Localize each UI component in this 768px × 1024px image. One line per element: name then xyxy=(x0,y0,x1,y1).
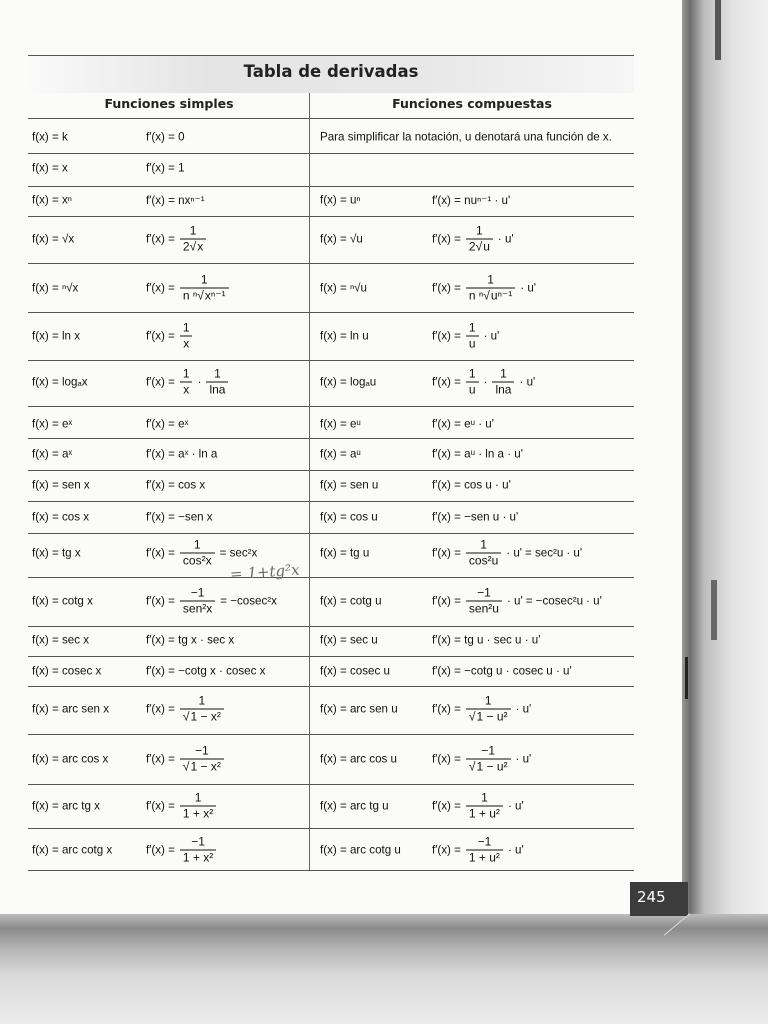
row-rule xyxy=(28,470,634,471)
row-rule xyxy=(28,263,634,264)
simple-function: f(x) = sec x xyxy=(32,633,90,647)
simple-function: f(x) = aˣ xyxy=(32,447,73,461)
column-header-composite: Funciones compuestas xyxy=(392,96,552,111)
composite-function: f(x) = eᵘ xyxy=(320,417,361,431)
simple-function: f(x) = x xyxy=(32,161,68,175)
simple-derivative: f′(x) = −cotg x · cosec x xyxy=(146,664,266,678)
composite-derivative: f′(x) = −cotg u · cosec u · u' xyxy=(432,664,572,678)
simple-derivative: f′(x) = $\frac{1}{x}$ xyxy=(146,322,195,351)
composite-function: f(x) = aᵘ xyxy=(320,447,361,461)
composite-derivative: f′(x) = $\frac{-1}{\text{1 + u²}}$ · u' xyxy=(432,834,524,865)
top-rule xyxy=(28,55,634,56)
simple-derivative: f′(x) = −sen x xyxy=(146,510,213,524)
notation-note: Para simplificar la notación, u denotará una función de x. xyxy=(320,130,612,144)
composite-derivative: f′(x) = $\frac{1}{\text{√1 − u²}}$ · u' xyxy=(432,693,532,724)
composite-function: f(x) = arc sen u xyxy=(320,702,398,716)
column-divider xyxy=(309,93,310,870)
row-rule xyxy=(28,216,634,217)
composite-function: f(x) = sec u xyxy=(320,633,378,647)
composite-function: f(x) = arc cos u xyxy=(320,752,397,766)
composite-derivative: f′(x) = nuⁿ⁻¹ · u' xyxy=(432,194,511,207)
simple-function: f(x) = k xyxy=(32,130,68,144)
row-rule xyxy=(28,828,634,829)
row-rule xyxy=(28,656,634,657)
row-rule xyxy=(28,533,634,534)
row-rule xyxy=(28,501,634,502)
simple-function: f(x) = cos x xyxy=(32,510,90,524)
row-rule xyxy=(28,438,634,439)
composite-function: f(x) = ln u xyxy=(320,329,369,343)
composite-derivative: f′(x) = $\frac{1}{\text{1 + u²}}$ · u' xyxy=(432,790,524,821)
composite-function: f(x) = √u xyxy=(320,232,363,246)
composite-derivative: f′(x) = $\frac{1}{2√u}$ · u' xyxy=(432,223,514,254)
composite-derivative: f′(x) = $\frac{1}{u}$ · u' xyxy=(432,320,500,351)
row-rule xyxy=(28,312,634,313)
row-rule xyxy=(28,784,634,785)
composite-derivative: f′(x) = tg u · sec u · u' xyxy=(432,633,541,647)
page-number xyxy=(630,882,688,916)
composite-derivative: f′(x) = −sen u · u' xyxy=(432,510,519,524)
composite-derivative: f′(x) = aᵘ · ln a · u' xyxy=(432,447,523,461)
composite-function: f(x) = arc tg u xyxy=(320,799,389,813)
row-rule xyxy=(28,626,634,627)
simple-function: f(x) = tg x xyxy=(32,546,81,560)
simple-function: f(x) = arc tg x xyxy=(32,799,100,813)
page-number-text: 245 xyxy=(637,888,666,906)
page-title: Tabla de derivadas xyxy=(243,62,419,81)
simple-function: f(x) = arc cos x xyxy=(32,752,109,766)
row-rule xyxy=(28,186,634,187)
simple-function: f(x) = arc sen x xyxy=(32,702,109,716)
composite-derivative: f′(x) = $\frac{1}{\text{cos²u}}$ · u' = sec²u · u' xyxy=(432,537,583,568)
composite-function: f(x) = uⁿ xyxy=(320,193,361,207)
simple-derivative: f′(x) = eˣ xyxy=(146,417,189,431)
simple-function: f(x) = √x xyxy=(32,232,75,246)
simple-function: f(x) = sen x xyxy=(32,478,90,492)
simple-derivative: f′(x) = $\frac{-1}{\text{√1 − x²}}$ xyxy=(146,745,226,774)
simple-derivative: f′(x) = 0 xyxy=(146,130,185,144)
simple-derivative: f′(x) = $\frac{-1}{\text{1 + x²}}$ xyxy=(146,836,218,865)
simple-derivative: f′(x) = $\frac{1}{2√x}$ xyxy=(146,225,208,254)
column-header-simple: Funciones simples xyxy=(104,96,234,111)
row-rule xyxy=(28,577,634,578)
simple-function: f(x) = xⁿ xyxy=(32,193,72,207)
composite-function: f(x) = cos u xyxy=(320,510,378,524)
composite-derivative: f′(x) = cos u · u' xyxy=(432,478,511,492)
simple-function: f(x) = cosec x xyxy=(32,664,102,678)
simple-function: f(x) = ln x xyxy=(32,329,80,343)
composite-function: f(x) = sen u xyxy=(320,478,379,492)
simple-derivative: f′(x) = 1 xyxy=(146,161,185,175)
composite-derivative: f′(x) = eᵘ · u' xyxy=(432,417,494,431)
row-rule xyxy=(28,406,634,407)
row-rule xyxy=(28,360,634,361)
composite-function: f(x) = cotg u xyxy=(320,594,382,608)
simple-function: f(x) = logₐx xyxy=(32,375,88,389)
row-rule xyxy=(28,870,634,871)
composite-derivative: f′(x) = $\frac{1}{u}$ · $\frac{1}{\ln a}$ · u' xyxy=(432,366,536,397)
page-binding-shadow xyxy=(682,0,768,1024)
simple-derivative: f′(x) = $\frac{1}{x}$ · $\frac{1}{\ln a}$ xyxy=(146,368,230,397)
composite-function: f(x) = tg u xyxy=(320,546,370,560)
row-rule xyxy=(28,153,634,154)
simple-derivative: f′(x) = $\frac{1}{\text{1 + x²}}$ xyxy=(146,792,218,821)
simple-derivative: f′(x) = aˣ · ln a xyxy=(146,447,218,461)
simple-function: f(x) = eˣ xyxy=(32,417,73,431)
simple-derivative: f′(x) = $\frac{-1}{\text{sen²x}}$ = −cosec²x xyxy=(146,585,277,616)
simple-derivative: f′(x) = cos x xyxy=(146,478,206,492)
composite-function: f(x) = ⁿ√u xyxy=(320,281,367,295)
simple-derivative: f′(x) = tg x · sec x xyxy=(146,633,235,647)
simple-derivative: f′(x) = $\frac{1}{\text{√1 − x²}}$ xyxy=(146,695,226,724)
handwritten-note: = 1+tg²x xyxy=(229,560,301,584)
simple-derivative: f′(x) = $\frac{1}{\text{cos²x}}$ = sec²x xyxy=(146,537,258,568)
row-rule xyxy=(28,734,634,735)
simple-function: f(x) = cotg x xyxy=(32,594,93,608)
row-rule xyxy=(28,686,634,687)
composite-derivative: f′(x) = $\frac{-1}{\text{√1 − u²}}$ · u' xyxy=(432,743,532,774)
simple-derivative: f′(x) = nxⁿ⁻¹ xyxy=(146,194,205,207)
simple-function: f(x) = ⁿ√x xyxy=(32,281,79,295)
composite-derivative: f′(x) = $\frac{1}{\text{n ⁿ√uⁿ⁻¹}}$ · u' xyxy=(432,272,537,303)
composite-function: f(x) = logₐu xyxy=(320,375,377,389)
composite-function: f(x) = arc cotg u xyxy=(320,843,401,857)
simple-derivative: f′(x) = $\frac{1}{\text{n ⁿ√xⁿ⁻¹}}$ xyxy=(146,274,231,303)
composite-derivative: f′(x) = $\frac{-1}{\text{sen²u}}$ · u' = −cosec²u · u' xyxy=(432,585,602,616)
row-rule xyxy=(28,118,634,119)
composite-function: f(x) = cosec u xyxy=(320,664,390,678)
page-bottom-shadow xyxy=(0,914,768,1024)
simple-function: f(x) = arc cotg x xyxy=(32,843,113,857)
